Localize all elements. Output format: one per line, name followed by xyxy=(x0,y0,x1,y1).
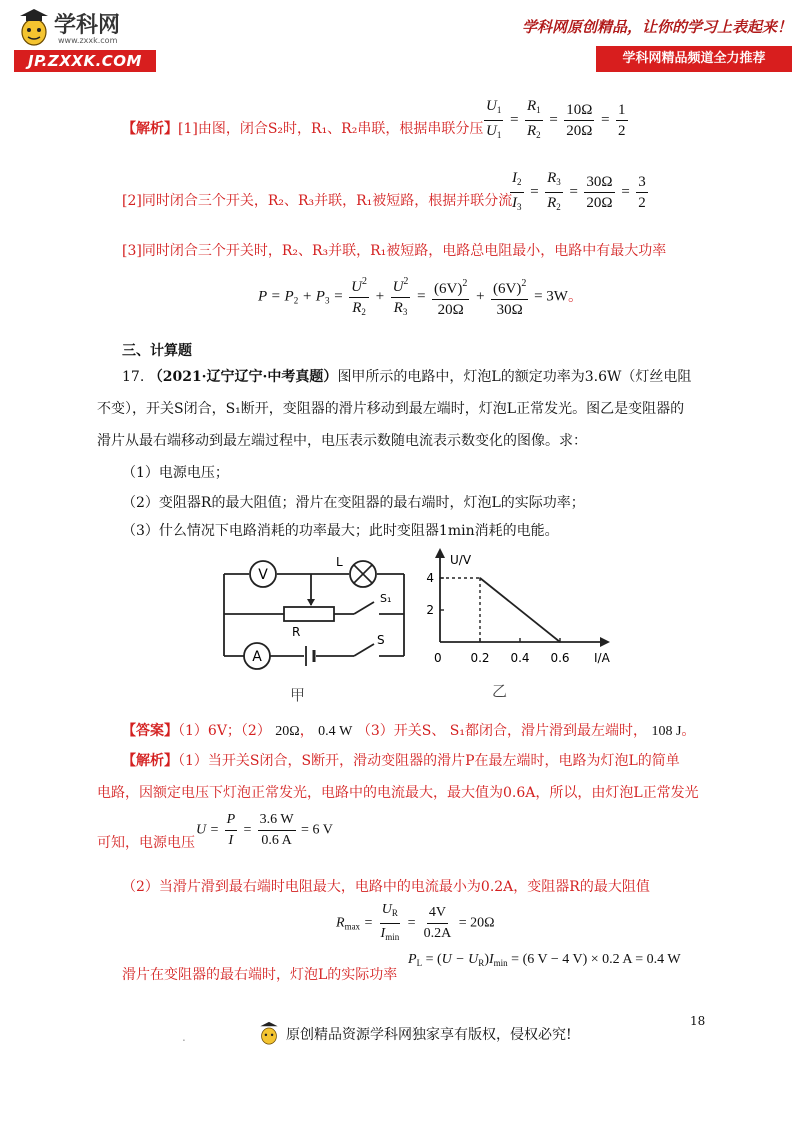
page-number: 18 xyxy=(690,1014,706,1028)
problem-line1 xyxy=(122,366,691,388)
origin-label: 0 xyxy=(434,651,442,665)
answer-v1: 20Ω xyxy=(275,724,300,739)
x-tick-label-1: 0.4 xyxy=(510,651,530,665)
problem-source: （2021·辽宁辽宁·中考真题） xyxy=(148,369,338,385)
problem-text1: 图甲所示的电路中，灯泡L的额定功率为3.6W（灯丝电阻 xyxy=(337,369,692,385)
analysis-line1 xyxy=(122,750,680,772)
formula-source-voltage: U = $\frac{P}{I}$ = $\frac{3.6 W}{0.6 A}$ = 6 V xyxy=(196,812,333,848)
switch-s-label: S xyxy=(377,633,385,647)
question-2: （2）变阻器R的最大阻值；滑片在变阻器的最右端时，灯泡L的实际功率； xyxy=(122,495,585,511)
logo xyxy=(14,6,164,50)
problem-line2: 不变），开关S闭合，S₁断开，变阻器的滑片移动到最左端时，灯泡L正常发光。图乙是变阻器的 xyxy=(97,401,685,417)
data-point-0 xyxy=(439,577,441,579)
data-point-2 xyxy=(559,641,561,643)
prev-solution-line2: [2]同时闭合三个开关，R₂、R₃并联，R₁被短路，根据并联分流 xyxy=(122,193,513,209)
answer-end: 。 xyxy=(681,723,696,739)
prev-solution-line3: [3]同时闭合三个开关时，R₂、R₃并联，R₁被短路，电路总电阻最小，电路中有最大功率 xyxy=(122,243,667,259)
problem-number: 17. xyxy=(122,369,145,385)
x-axis-label: I/A xyxy=(594,651,610,665)
mascot-icon xyxy=(14,6,54,48)
answer-text2: （3）开关S、 S₁都闭合，滑片滑到最左端时， xyxy=(356,723,647,739)
bulb-label: L xyxy=(336,556,343,569)
ui-line xyxy=(480,578,560,642)
formula-parallel-ratio: $\frac{I_2}{I_3}$ = $\frac{R_3}{R_2}$ = $\frac{30\Omega}{20\Omega}$ = $\frac{3}{2}$ xyxy=(512,170,646,212)
answer-line: 【答案】（1）6V；（2） 20Ω， 0.4 W （3）开关S、 S₁都闭合，滑片滑到最左端时， 108 J。 xyxy=(122,723,696,739)
recommend-banner: 学科网精品频道全力推荐 xyxy=(596,46,792,72)
y-tick-label-1: 4 xyxy=(426,571,434,585)
y-axis-label: U/V xyxy=(450,553,472,567)
logo-text: 学科网 xyxy=(54,13,121,38)
slogan: 学科网原创精品，让你的学习上表起来！ xyxy=(521,18,792,36)
prev-solution-line1 xyxy=(122,118,483,140)
answer-v3: 108 J xyxy=(651,724,682,739)
formula-max-power: $P = P_2 + P_3$ = $\frac{U^2}{R_2}$ + $\frac{U^2}{R_3}$ = $\frac{(6V)^2}{20\Omega}$ + $\frac{(6V)^2}{30\Omega}$ = 3W。 xyxy=(258,272,583,322)
answer-tag: 【答案】 xyxy=(122,723,178,739)
analysis-tag: 【解析】 xyxy=(122,121,178,137)
question-3: （3）什么情况下电路消耗的功率最大；此时变阻器1min消耗的电能。 xyxy=(122,523,559,539)
analysis-tag-2: 【解析】 xyxy=(122,753,178,769)
answer-text1: （1）6V；（2） xyxy=(178,723,271,739)
footer-mascot-icon xyxy=(256,1020,282,1046)
ammeter-label: A xyxy=(252,649,262,665)
switch-s1-label: S₁ xyxy=(380,592,392,605)
circuit-caption: 甲 xyxy=(290,686,306,704)
x-tick-label-2: 0.6 xyxy=(550,651,570,665)
period: 。 xyxy=(567,288,583,305)
formula-max-resistance: $R_{max}$ = $\frac{U_R}{I_{min}}$ = $\frac{4V}{0.2A}$ = 20Ω xyxy=(336,902,495,942)
data-point-1 xyxy=(479,577,481,579)
graph-caption: 乙 xyxy=(492,682,508,700)
x-tick-label-0: 0.2 xyxy=(470,651,490,665)
rheostat-label: R xyxy=(292,625,301,639)
analysis-line4: （2）当滑片滑到最右端时电阻最大，电路中的电流最小为0.2A，变阻器R的最大阻值 xyxy=(122,879,650,895)
section-title: 三、计算题 xyxy=(122,343,192,359)
voltmeter-label: V xyxy=(258,567,268,583)
circuit-diagram xyxy=(214,556,414,676)
prev-solution-text1: [1]由图，闭合S₂时，R₁、R₂串联，根据串联分压 xyxy=(178,121,484,137)
ui-graph xyxy=(424,548,624,668)
formula-actual-power: $P_L = (U - U_R)I_{min} = (6$ V − 4 V) × 0.2 A = 0.4 W xyxy=(408,952,681,968)
site-banner[interactable]: JP.ZXXK.COM xyxy=(14,50,156,72)
analysis-line2: 电路，因额定电压下灯泡正常发光，电路中的电流最大，最大值为0.6A，所以，由灯泡L正常发光 xyxy=(97,785,699,801)
analysis-line3: 可知，电源电压 xyxy=(97,835,195,851)
answer-v2: 0.4 W xyxy=(318,724,353,739)
footer-text: 原创精品资源学科网独家享有版权，侵权必究! xyxy=(286,1027,572,1043)
analysis-p1-text1: （1）当开关S闭合，S断开，滑动变阻器的滑片P在最左端时，电路为灯泡L的简单 xyxy=(178,753,680,769)
logo-subtext: www.zxxk.com xyxy=(58,36,118,45)
y-tick-label-0: 2 xyxy=(426,603,434,617)
footer-dot: . xyxy=(182,1030,186,1044)
question-1: （1）电源电压； xyxy=(122,465,229,481)
formula-series-ratio: $\frac{U_1}{U_1}$ = $\frac{R_1}{R_2}$ = $\frac{10\Omega}{20\Omega}$ = $\frac{1}{2}$ xyxy=(486,98,626,140)
analysis-line5: 滑片在变阻器的最右端时，灯泡L的实际功率 xyxy=(122,967,398,983)
problem-line3: 滑片从最右端移动到最左端过程中，电压表示数随电流表示数变化的图像。求： xyxy=(97,433,587,449)
